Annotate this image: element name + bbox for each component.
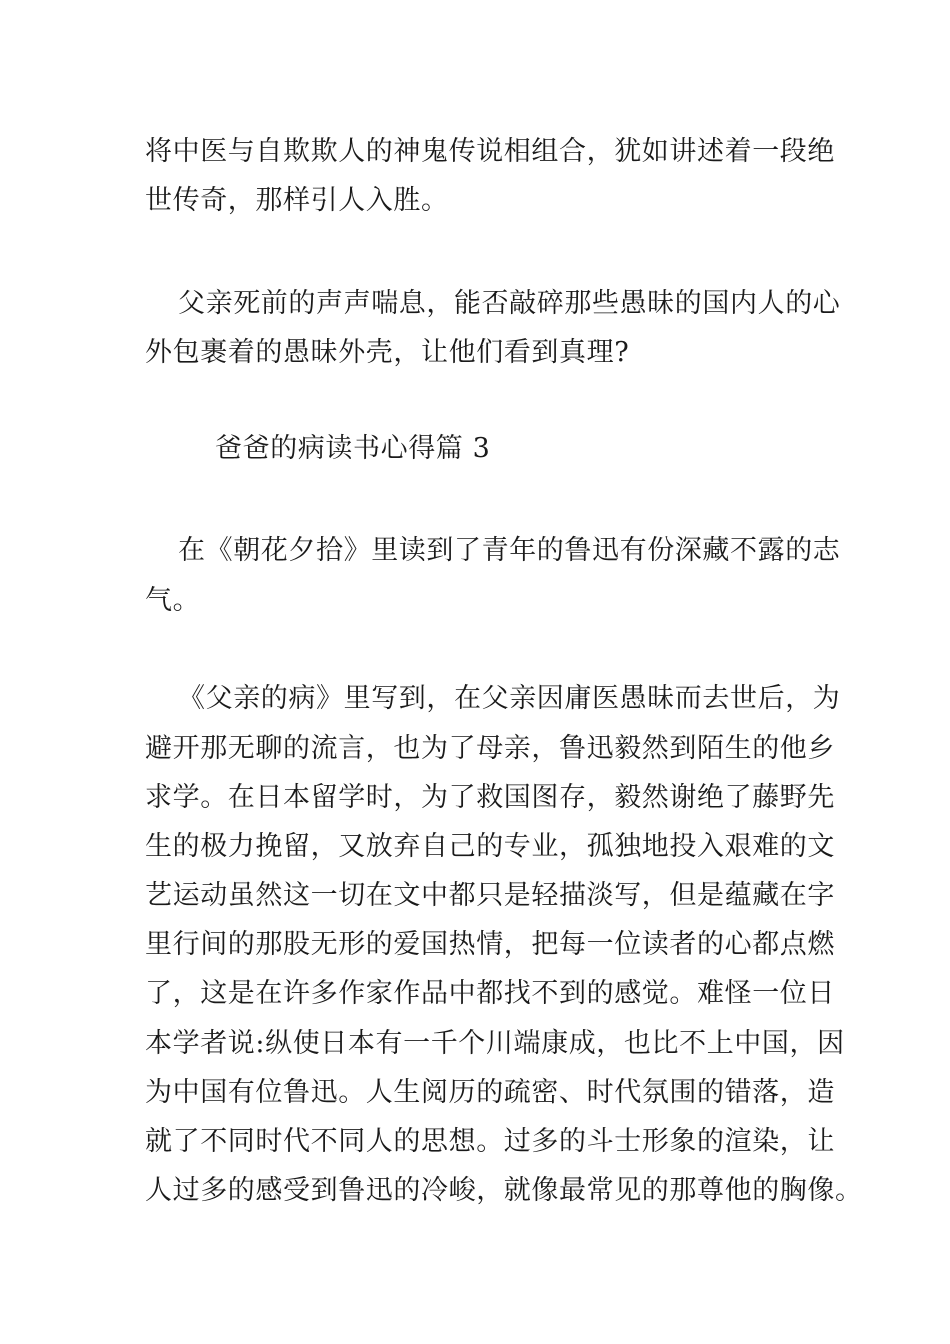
paragraph-4-line-3: 求学。在日本留学时，为了救国图存，毅然谢绝了藤野先 [145, 782, 835, 813]
paragraph-2-line-2: 外包裹着的愚昧外壳，让他们看到真理? [145, 337, 630, 368]
paragraph-4-line-11: 人过多的感受到鲁迅的冷峻，就像最常见的那尊他的胸像。 [145, 1175, 863, 1206]
paragraph-4-line-5: 艺运动虽然这一切在文中都只是轻描淡写，但是蕴藏在字 [145, 880, 835, 911]
paragraph-4-line-6: 里行间的那股无形的爱国热情，把每一位读者的心都点燃 [145, 929, 835, 960]
paragraph-4-line-9: 为中国有位鲁迅。人生阅历的疏密、时代氛围的错落，造 [145, 1077, 835, 1108]
paragraph-4-line-1: 《父亲的病》里写到，在父亲因庸医愚昧而去世后，为 [178, 683, 841, 714]
paragraph-3-line-2: 气。 [145, 585, 201, 616]
paragraph-4-line-10: 就了不同时代不同人的思想。过多的斗士形象的渲染，让 [145, 1126, 835, 1157]
paragraph-4-line-8: 本学者说:纵使日本有一千个川端康成，也比不上中国，因 [145, 1028, 845, 1059]
paragraph-4-line-4: 生的极力挽留，又放弃自己的专业，孤独地投入艰难的文 [145, 831, 835, 862]
paragraph-4-line-7: 了，这是在许多作家作品中都找不到的感觉。难怪一位日 [145, 978, 835, 1009]
paragraph-3-line-1: 在《朝花夕拾》里读到了青年的鲁迅有份深藏不露的志 [178, 535, 841, 566]
paragraph-4-line-2: 避开那无聊的流言，也为了母亲，鲁迅毅然到陌生的他乡 [145, 733, 835, 764]
section-heading: 爸爸的病读书心得篇 3 [215, 433, 491, 464]
paragraph-2-line-1: 父亲死前的声声喘息，能否敲碎那些愚昧的国内人的心 [178, 288, 841, 319]
paragraph-1-line-1: 将中医与自欺欺人的神鬼传说相组合，犹如讲述着一段绝 [145, 136, 835, 167]
paragraph-1-line-2: 世传奇，那样引人入胜。 [145, 185, 449, 216]
